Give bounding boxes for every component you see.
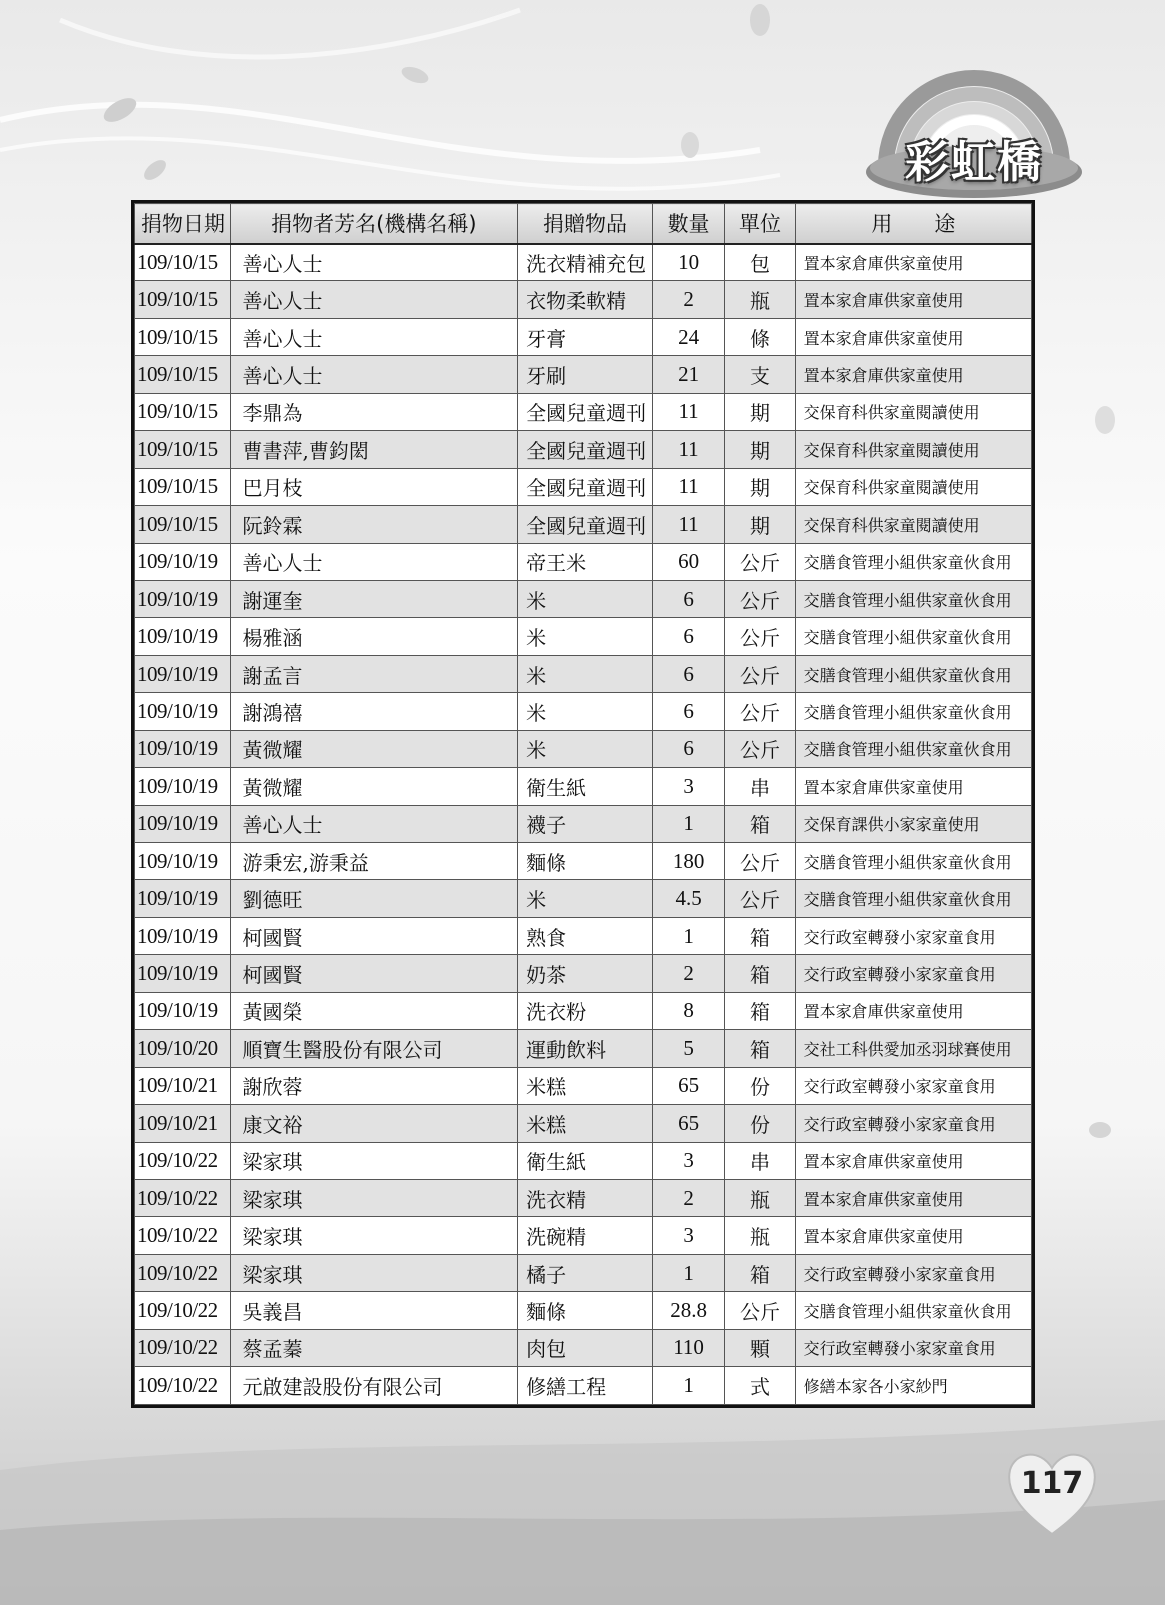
cell-purpose: 置本家倉庫供家童使用 — [795, 281, 1031, 318]
cell-date: 109/10/19 — [135, 655, 231, 692]
cell-date: 109/10/19 — [135, 843, 231, 880]
cell-quantity: 110 — [652, 1329, 724, 1366]
cell-unit: 串 — [725, 768, 795, 805]
cell-quantity: 11 — [652, 468, 724, 505]
cell-donor: 吳義昌 — [230, 1292, 518, 1329]
table-row — [135, 693, 1032, 730]
cell-quantity: 21 — [652, 356, 724, 393]
cell-date: 109/10/22 — [135, 1329, 231, 1366]
cell-item: 米糕 — [518, 1067, 653, 1104]
table-body — [135, 244, 1032, 1405]
cell-item: 麵條 — [518, 1292, 653, 1329]
cell-purpose: 交保育課供小家家童使用 — [795, 805, 1031, 842]
cell-purpose: 置本家倉庫供家童使用 — [795, 318, 1031, 355]
cell-item: 全國兒童週刊 — [518, 506, 653, 543]
cell-quantity: 180 — [652, 843, 724, 880]
cell-item: 全國兒童週刊 — [518, 468, 653, 505]
table-row — [135, 655, 1032, 692]
cell-item: 米 — [518, 693, 653, 730]
cell-purpose: 交膳食管理小組供家童伙食用 — [795, 730, 1031, 767]
table-row — [135, 992, 1032, 1029]
cell-unit: 公斤 — [725, 580, 795, 617]
header-quantity: 數量 — [652, 204, 724, 244]
cell-unit: 箱 — [725, 805, 795, 842]
header-purpose: 用 途 — [795, 204, 1031, 244]
cell-unit: 包 — [725, 244, 795, 281]
cell-quantity: 10 — [652, 244, 724, 281]
cell-donor: 善心人士 — [230, 805, 518, 842]
cell-item: 米 — [518, 580, 653, 617]
cell-purpose: 交行政室轉發小家家童食用 — [795, 1329, 1031, 1366]
cell-quantity: 6 — [652, 693, 724, 730]
cell-unit: 箱 — [725, 1030, 795, 1067]
cell-date: 109/10/15 — [135, 244, 231, 281]
cell-item: 襪子 — [518, 805, 653, 842]
cell-date: 109/10/19 — [135, 580, 231, 617]
cell-unit: 期 — [725, 431, 795, 468]
cell-donor: 康文裕 — [230, 1105, 518, 1142]
header-donor: 捐物者芳名(機構名稱) — [230, 204, 518, 244]
cell-date: 109/10/19 — [135, 992, 231, 1029]
cell-date: 109/10/22 — [135, 1292, 231, 1329]
cell-purpose: 交膳食管理小組供家童伙食用 — [795, 693, 1031, 730]
cell-date: 109/10/21 — [135, 1067, 231, 1104]
cell-quantity: 3 — [652, 1142, 724, 1179]
cell-donor: 謝鴻禧 — [230, 693, 518, 730]
table-row — [135, 917, 1032, 954]
table-row — [135, 1179, 1032, 1216]
cell-unit: 公斤 — [725, 880, 795, 917]
table-row — [135, 730, 1032, 767]
cell-date: 109/10/15 — [135, 506, 231, 543]
cell-unit: 份 — [725, 1067, 795, 1104]
table-header-row — [135, 204, 1032, 244]
table-row — [135, 1030, 1032, 1067]
table-row — [135, 768, 1032, 805]
cell-date: 109/10/19 — [135, 805, 231, 842]
cell-purpose: 置本家倉庫供家童使用 — [795, 992, 1031, 1029]
cell-item: 運動飲料 — [518, 1030, 653, 1067]
cell-donor: 梁家琪 — [230, 1179, 518, 1216]
table-row — [135, 1292, 1032, 1329]
cell-unit: 公斤 — [725, 843, 795, 880]
cell-date: 109/10/15 — [135, 356, 231, 393]
cell-unit: 條 — [725, 318, 795, 355]
cell-donor: 柯國賢 — [230, 917, 518, 954]
table-row — [135, 244, 1032, 281]
cell-date: 109/10/15 — [135, 281, 231, 318]
cell-purpose: 置本家倉庫供家童使用 — [795, 244, 1031, 281]
cell-donor: 元啟建設股份有限公司 — [230, 1367, 518, 1404]
table-row — [135, 1105, 1032, 1142]
cell-donor: 謝孟言 — [230, 655, 518, 692]
cell-donor: 梁家琪 — [230, 1142, 518, 1179]
cell-item: 洗衣粉 — [518, 992, 653, 1029]
cell-purpose: 置本家倉庫供家童使用 — [795, 1217, 1031, 1254]
cell-purpose: 交膳食管理小組供家童伙食用 — [795, 1292, 1031, 1329]
cell-date: 109/10/19 — [135, 955, 231, 992]
cell-unit: 串 — [725, 1142, 795, 1179]
table-row — [135, 1217, 1032, 1254]
cell-item: 牙刷 — [518, 356, 653, 393]
cell-donor: 劉德旺 — [230, 880, 518, 917]
cell-unit: 公斤 — [725, 618, 795, 655]
table-row — [135, 1367, 1032, 1404]
cell-quantity: 1 — [652, 805, 724, 842]
cell-donor: 游秉宏,游秉益 — [230, 843, 518, 880]
cell-unit: 瓶 — [725, 1217, 795, 1254]
table-row — [135, 880, 1032, 917]
cell-unit: 公斤 — [725, 693, 795, 730]
cell-item: 全國兒童週刊 — [518, 393, 653, 430]
page-number: 117 — [1020, 1466, 1084, 1501]
cell-quantity: 65 — [652, 1105, 724, 1142]
cell-unit: 箱 — [725, 992, 795, 1029]
table-row — [135, 1067, 1032, 1104]
donation-table — [131, 200, 1035, 1408]
cell-quantity: 5 — [652, 1030, 724, 1067]
cell-unit: 公斤 — [725, 730, 795, 767]
cell-quantity: 6 — [652, 730, 724, 767]
cell-donor: 李鼎為 — [230, 393, 518, 430]
cell-purpose: 交膳食管理小組供家童伙食用 — [795, 843, 1031, 880]
table-row — [135, 805, 1032, 842]
cell-date: 109/10/15 — [135, 431, 231, 468]
cell-item: 衣物柔軟精 — [518, 281, 653, 318]
cell-quantity: 60 — [652, 543, 724, 580]
cell-date: 109/10/22 — [135, 1254, 231, 1291]
cell-unit: 瓶 — [725, 1179, 795, 1216]
cell-item: 帝王米 — [518, 543, 653, 580]
table-row — [135, 281, 1032, 318]
logo-title: 彩虹橋 — [905, 137, 1043, 188]
cell-purpose: 交保育科供家童閱讀使用 — [795, 506, 1031, 543]
cell-item: 洗衣精 — [518, 1179, 653, 1216]
table-row — [135, 580, 1032, 617]
cell-item: 熟食 — [518, 917, 653, 954]
cell-purpose: 交膳食管理小組供家童伙食用 — [795, 655, 1031, 692]
cell-quantity: 28.8 — [652, 1292, 724, 1329]
cell-donor: 謝欣蓉 — [230, 1067, 518, 1104]
cell-donor: 巴月枝 — [230, 468, 518, 505]
cell-purpose: 交保育科供家童閱讀使用 — [795, 431, 1031, 468]
cell-purpose: 交行政室轉發小家家童食用 — [795, 1067, 1031, 1104]
table-row — [135, 543, 1032, 580]
cell-donor: 善心人士 — [230, 281, 518, 318]
cell-item: 衛生紙 — [518, 1142, 653, 1179]
cell-donor: 善心人士 — [230, 543, 518, 580]
cell-unit: 期 — [725, 506, 795, 543]
cell-quantity: 11 — [652, 393, 724, 430]
cell-unit: 公斤 — [725, 655, 795, 692]
cell-date: 109/10/19 — [135, 693, 231, 730]
header-date: 捐物日期 — [135, 204, 231, 244]
table-row — [135, 393, 1032, 430]
cell-quantity: 6 — [652, 580, 724, 617]
cell-item: 洗碗精 — [518, 1217, 653, 1254]
cell-donor: 阮鈴霖 — [230, 506, 518, 543]
cell-quantity: 2 — [652, 955, 724, 992]
cell-purpose: 置本家倉庫供家童使用 — [795, 1179, 1031, 1216]
cell-item: 米糕 — [518, 1105, 653, 1142]
cell-unit: 份 — [725, 1105, 795, 1142]
cell-donor: 善心人士 — [230, 244, 518, 281]
cell-date: 109/10/19 — [135, 543, 231, 580]
cell-quantity: 11 — [652, 431, 724, 468]
cell-date: 109/10/22 — [135, 1367, 231, 1404]
cell-quantity: 3 — [652, 1217, 724, 1254]
cell-date: 109/10/19 — [135, 880, 231, 917]
table-row — [135, 955, 1032, 992]
cell-purpose: 置本家倉庫供家童使用 — [795, 356, 1031, 393]
table-row — [135, 618, 1032, 655]
cell-date: 109/10/22 — [135, 1217, 231, 1254]
cell-date: 109/10/19 — [135, 730, 231, 767]
cell-quantity: 11 — [652, 506, 724, 543]
cell-item: 肉包 — [518, 1329, 653, 1366]
cell-unit: 式 — [725, 1367, 795, 1404]
cell-quantity: 24 — [652, 318, 724, 355]
cell-quantity: 65 — [652, 1067, 724, 1104]
page-number-badge — [1006, 1448, 1098, 1538]
cell-purpose: 交社工科供愛加丞羽球賽使用 — [795, 1030, 1031, 1067]
cell-date: 109/10/15 — [135, 468, 231, 505]
cell-item: 洗衣精補充包 — [518, 244, 653, 281]
cell-quantity: 4.5 — [652, 880, 724, 917]
cell-purpose: 交膳食管理小組供家童伙食用 — [795, 580, 1031, 617]
cell-donor: 黃國榮 — [230, 992, 518, 1029]
cell-item: 米 — [518, 618, 653, 655]
cell-unit: 公斤 — [725, 543, 795, 580]
cell-purpose: 交行政室轉發小家家童食用 — [795, 1254, 1031, 1291]
cell-donor: 黃微耀 — [230, 768, 518, 805]
cell-quantity: 2 — [652, 1179, 724, 1216]
table-row — [135, 1142, 1032, 1179]
cell-purpose: 交行政室轉發小家家童食用 — [795, 917, 1031, 954]
table-row — [135, 468, 1032, 505]
cell-date: 109/10/19 — [135, 917, 231, 954]
cell-donor: 梁家琪 — [230, 1217, 518, 1254]
table-row — [135, 506, 1032, 543]
table-row — [135, 356, 1032, 393]
table-row — [135, 1329, 1032, 1366]
cell-date: 109/10/15 — [135, 393, 231, 430]
cell-donor: 曹書萍,曹鈞閎 — [230, 431, 518, 468]
cell-unit: 期 — [725, 468, 795, 505]
cell-unit: 公斤 — [725, 1292, 795, 1329]
cell-item: 奶茶 — [518, 955, 653, 992]
cell-purpose: 修繕本家各小家紗門 — [795, 1367, 1031, 1404]
cell-purpose: 交保育科供家童閱讀使用 — [795, 468, 1031, 505]
cell-unit: 瓶 — [725, 281, 795, 318]
cell-unit: 箱 — [725, 955, 795, 992]
header-unit: 單位 — [725, 204, 795, 244]
cell-quantity: 1 — [652, 917, 724, 954]
cell-quantity: 6 — [652, 618, 724, 655]
rainbow-bridge-logo — [858, 48, 1090, 198]
cell-item: 衛生紙 — [518, 768, 653, 805]
cell-quantity: 8 — [652, 992, 724, 1029]
cell-purpose: 置本家倉庫供家童使用 — [795, 1142, 1031, 1179]
cell-donor: 黃微耀 — [230, 730, 518, 767]
cell-item: 橘子 — [518, 1254, 653, 1291]
cell-purpose: 交膳食管理小組供家童伙食用 — [795, 543, 1031, 580]
cell-unit: 顆 — [725, 1329, 795, 1366]
cell-date: 109/10/22 — [135, 1179, 231, 1216]
cell-donor: 順寶生醫股份有限公司 — [230, 1030, 518, 1067]
cell-item: 米 — [518, 880, 653, 917]
cell-quantity: 2 — [652, 281, 724, 318]
cell-donor: 善心人士 — [230, 356, 518, 393]
cell-unit: 期 — [725, 393, 795, 430]
cell-quantity: 1 — [652, 1254, 724, 1291]
cell-item: 米 — [518, 655, 653, 692]
cell-date: 109/10/21 — [135, 1105, 231, 1142]
cell-item: 米 — [518, 730, 653, 767]
table-row — [135, 843, 1032, 880]
cell-item: 修繕工程 — [518, 1367, 653, 1404]
cell-donor: 謝運奎 — [230, 580, 518, 617]
cell-purpose: 交膳食管理小組供家童伙食用 — [795, 618, 1031, 655]
cell-purpose: 置本家倉庫供家童使用 — [795, 768, 1031, 805]
cell-item: 麵條 — [518, 843, 653, 880]
header-item: 捐贈物品 — [518, 204, 653, 244]
cell-quantity: 6 — [652, 655, 724, 692]
cell-donor: 蔡孟蓁 — [230, 1329, 518, 1366]
cell-unit: 箱 — [725, 1254, 795, 1291]
cell-purpose: 交膳食管理小組供家童伙食用 — [795, 880, 1031, 917]
cell-unit: 箱 — [725, 917, 795, 954]
table-row — [135, 1254, 1032, 1291]
table-row — [135, 431, 1032, 468]
cell-donor: 柯國賢 — [230, 955, 518, 992]
cell-date: 109/10/15 — [135, 318, 231, 355]
cell-donor: 梁家琪 — [230, 1254, 518, 1291]
cell-date: 109/10/19 — [135, 618, 231, 655]
cell-quantity: 1 — [652, 1367, 724, 1404]
cell-date: 109/10/22 — [135, 1142, 231, 1179]
cell-unit: 支 — [725, 356, 795, 393]
cell-purpose: 交保育科供家童閱讀使用 — [795, 393, 1031, 430]
table-row — [135, 318, 1032, 355]
cell-date: 109/10/19 — [135, 768, 231, 805]
cell-item: 牙膏 — [518, 318, 653, 355]
cell-purpose: 交行政室轉發小家家童食用 — [795, 955, 1031, 992]
cell-date: 109/10/20 — [135, 1030, 231, 1067]
cell-donor: 楊雅涵 — [230, 618, 518, 655]
cell-purpose: 交行政室轉發小家家童食用 — [795, 1105, 1031, 1142]
cell-donor: 善心人士 — [230, 318, 518, 355]
cell-quantity: 3 — [652, 768, 724, 805]
cell-item: 全國兒童週刊 — [518, 431, 653, 468]
